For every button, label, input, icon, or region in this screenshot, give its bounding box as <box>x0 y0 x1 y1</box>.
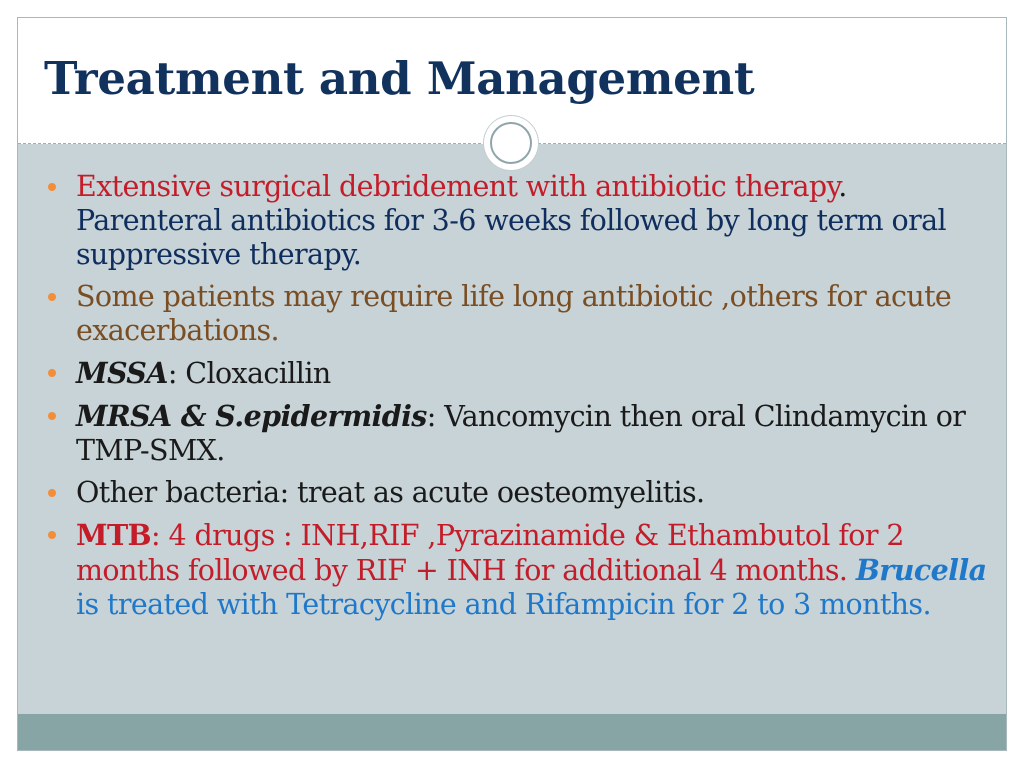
bullet-text: Extensive surgical debridement with antibiotic therapy <box>76 170 839 203</box>
decorative-ring-inner <box>490 122 532 164</box>
bullet-dot-icon <box>48 531 56 539</box>
slide <box>17 17 1007 751</box>
bullet-item-life-long-antibiotic <box>46 280 996 348</box>
bullet-dot-icon <box>48 183 56 191</box>
footer-bar <box>18 714 1006 750</box>
bullet-item-mrsa <box>46 399 996 468</box>
bullet-text: is treated with Tetracycline and Rifampicin for 2 to 3 months. <box>76 588 931 621</box>
bullet-keyword: Brucella <box>855 553 987 587</box>
bullet-item-mtb <box>46 518 996 622</box>
bullet-item-mssa <box>46 356 996 391</box>
bullet-dot-icon <box>48 412 56 420</box>
bullet-text: Some patients may require life long antibiotic ,others for acute exacerbations. <box>76 280 952 347</box>
bullet-keyword: MRSA & S.epidermidis <box>76 399 427 433</box>
slide-title: Treatment and Management <box>44 52 755 105</box>
bullet-keyword: MTB <box>76 518 152 552</box>
bullet-item-other-bacteria <box>46 476 996 510</box>
bullet-text: Parenteral antibiotics for 3-6 weeks followed by long term oral suppressive therapy. <box>76 204 947 271</box>
decorative-ring-icon <box>484 116 538 170</box>
bullet-text: : Cloxacillin <box>167 357 331 390</box>
bullet-text: : 4 drugs : INH,RIF ,Pyrazinamide & Ethambutol for 2 months followed by RIF + INH for additional 4 months. <box>76 519 904 587</box>
bullet-text: . <box>838 170 847 203</box>
bullet-text: : Vancomycin then oral Clindamycin or TMP-SMX. <box>76 400 966 467</box>
bullet-dot-icon <box>48 293 56 301</box>
bullet-list <box>46 170 996 630</box>
bullet-dot-icon <box>48 489 56 497</box>
bullet-keyword: MSSA <box>76 356 168 390</box>
bullet-text: Other bacteria: treat as acute oesteomyelitis. <box>76 476 705 509</box>
bullet-item-surgical-debridement <box>46 170 996 272</box>
bullet-dot-icon <box>48 369 56 377</box>
